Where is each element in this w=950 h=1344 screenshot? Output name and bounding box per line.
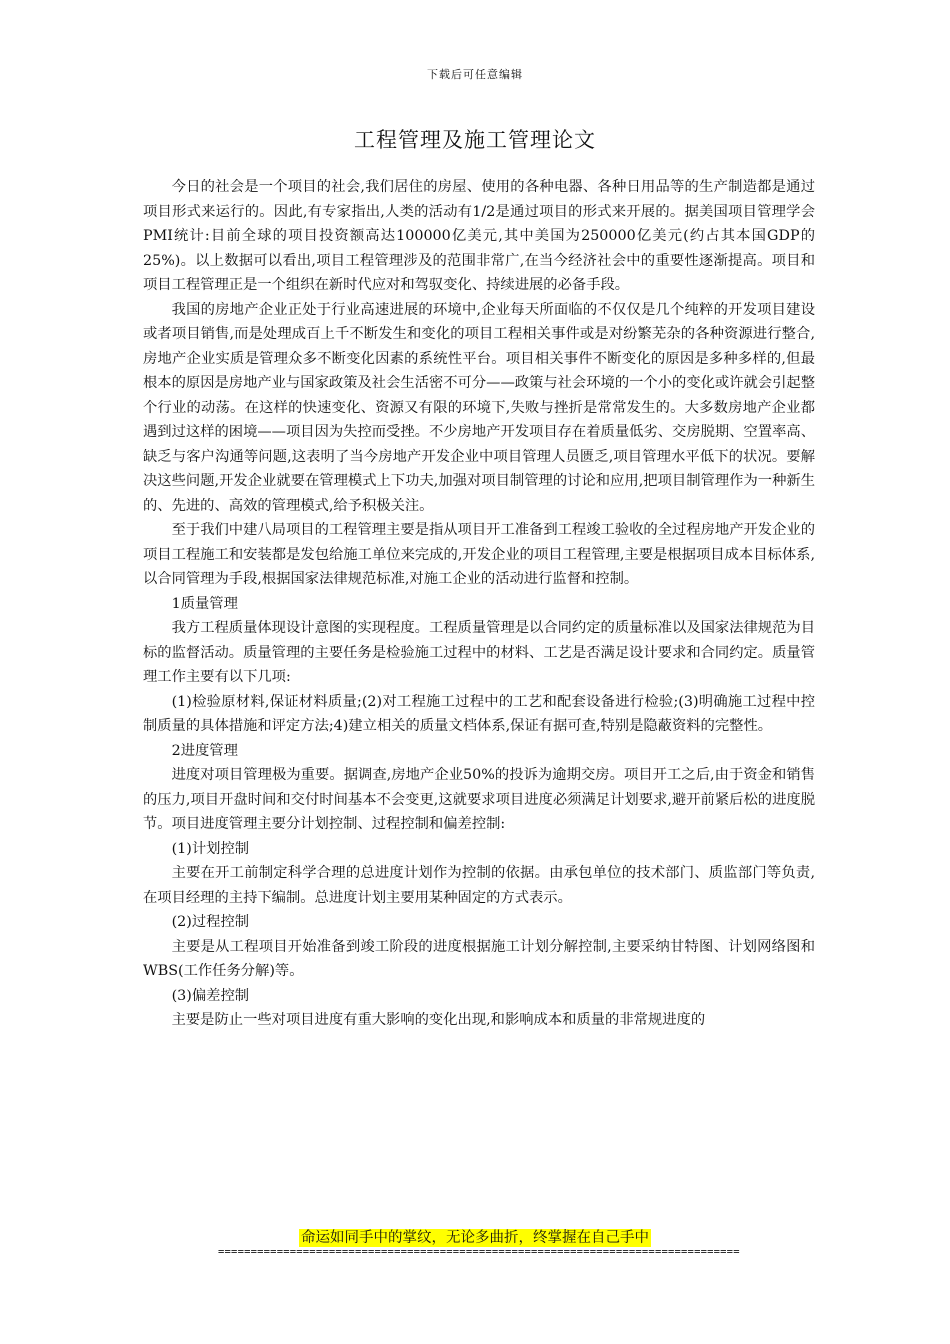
paragraph-project-management: 至于我们中建八局项目的工程管理主要是指从项目开工准备到工程竣工验收的全过程房地产开发企业的项目工程施工和安装都是发包给施工单位来完成的,开发企业的项目工程管理,主要是根据项目成本目标体系,以合同管理为手段,根据国家法律规范标准,对施工企业的活动进行监督和控制。 (143, 522, 815, 587)
subheading-process-control: (2)过程控制 (171, 914, 250, 930)
footer-banner (0, 1226, 950, 1247)
header-note: 下载后可任意编辑 (427, 68, 523, 81)
subheading-plan-control: (1)计划控制 (171, 840, 250, 857)
footer-divider: ================================================================================ (218, 1246, 740, 1258)
paragraph-quality: 我方工程质量体现设计意图的实现程度。工程质量管理是以合同约定的质量标准以及国家法律规范为目标的监督活动。质量管理的主要任务是检验施工过程中的材料、工艺是否满足设计要求和合同约定。质量管理工作主要有以下几项: (143, 620, 815, 685)
paragraph-quality-items: (1)检验原材料,保证材料质量;(2)对工程施工过程中的工艺和配套设备进行检验;(3)明确施工过程中控制质量的具体措施和评定方法;4)建立相关的质量文档体系,保证有据可查,特别是隐蔽资料的完整性。 (143, 693, 815, 734)
paragraph-real-estate: 我国的房地产企业正处于行业高速进展的环境中,企业每天所面临的不仅仅是几个纯粹的开发项目建设或者项目销售,而是处理成百上千不断发生和变化的项目工程相关事件或是对纷繁芜杂的各种资源进行整合,房地产企业实质是管理众多不断变化因素的系统性平台。项目相关事件不断变化的原因是多种多样的,但最根本的原因是房地产业与国家政策及社会生活密不可分——政策与社会环境的一个小的变化或许就会引起整个行业的动荡。在这样的快速变化、资源又有限的环境下,失败与挫折是常常发生的。大多数房地产企业都遇到过这样的困境——项目因为失控而受挫。不少房地产开发项目存在着质量低劣、交房脱期、空置率高、缺乏与客户沟通等问题,这表明了当今房地产开发企业中项目管理人员匮乏,项目管理水平低下的状况。要解决这些问题,开发企业就要在管理模式上下功夫,加强对项目制管理的讨论和应用,把项目制管理作为一种新生的、先进的、高效的管理模式,给予积极关注。 (143, 301, 815, 514)
paragraph-plan-control: 主要在开工前制定科学合理的总进度计划作为控制的依据。由承包单位的技术部门、质监部门等负责,在项目经理的主持下编制。总进度计划主要用某种固定的方式表示。 (143, 865, 815, 906)
paragraph-deviation-control: 主要是防止一些对项目进度有重大影响的变化出现,和影响成本和质量的非常规进度的 (171, 1012, 706, 1028)
subheading-deviation-control: (3)偏差控制 (171, 987, 250, 1004)
paragraph-process-control: 主要是从工程项目开始准备到竣工阶段的进度根据施工计划分解控制,主要采纳甘特图、计划网络图和WBS(工作任务分解)等。 (143, 938, 815, 979)
paragraph-intro: 今日的社会是一个项目的社会,我们居住的房屋、使用的各种电器、各种日用品等的生产制造都是通过项目形式来运行的。因此,有专家指出,人类的活动有1/2是通过项目的形式来开展的。据美国项目管理学会PMI统计:目前全球的项目投资额高达100000亿美元,其中美国为250000亿美元(约占其本国GDP的25%)。以上数据可以看出,项目工程管理涉及的范围非常广,在当今经济社会中的重要性逐渐提高。项目和项目工程管理正是一个组织在新时代应对和驾驭变化、持续进展的必备手段。 (143, 179, 815, 293)
document-title: 工程管理及施工管理论文 (354, 128, 596, 152)
section-heading-schedule: 2进度管理 (171, 742, 238, 759)
section-heading-quality: 1质量管理 (171, 595, 238, 612)
document-body (143, 175, 815, 1033)
paragraph-schedule: 进度对项目管理极为重要。据调查,房地产企业50%的投诉为逾期交房。项目开工之后,由于资金和销售的压力,项目开盘时间和交付时间基本不会变更,这就要求项目进度必须满足计划要求,避开前紧后松的进度脱节。项目进度管理主要分计划控制、过程控制和偏差控制: (143, 767, 815, 832)
footer-banner-text: 命运如同手中的掌纹，无论多曲折，终掌握在自己手中 (301, 1230, 649, 1246)
